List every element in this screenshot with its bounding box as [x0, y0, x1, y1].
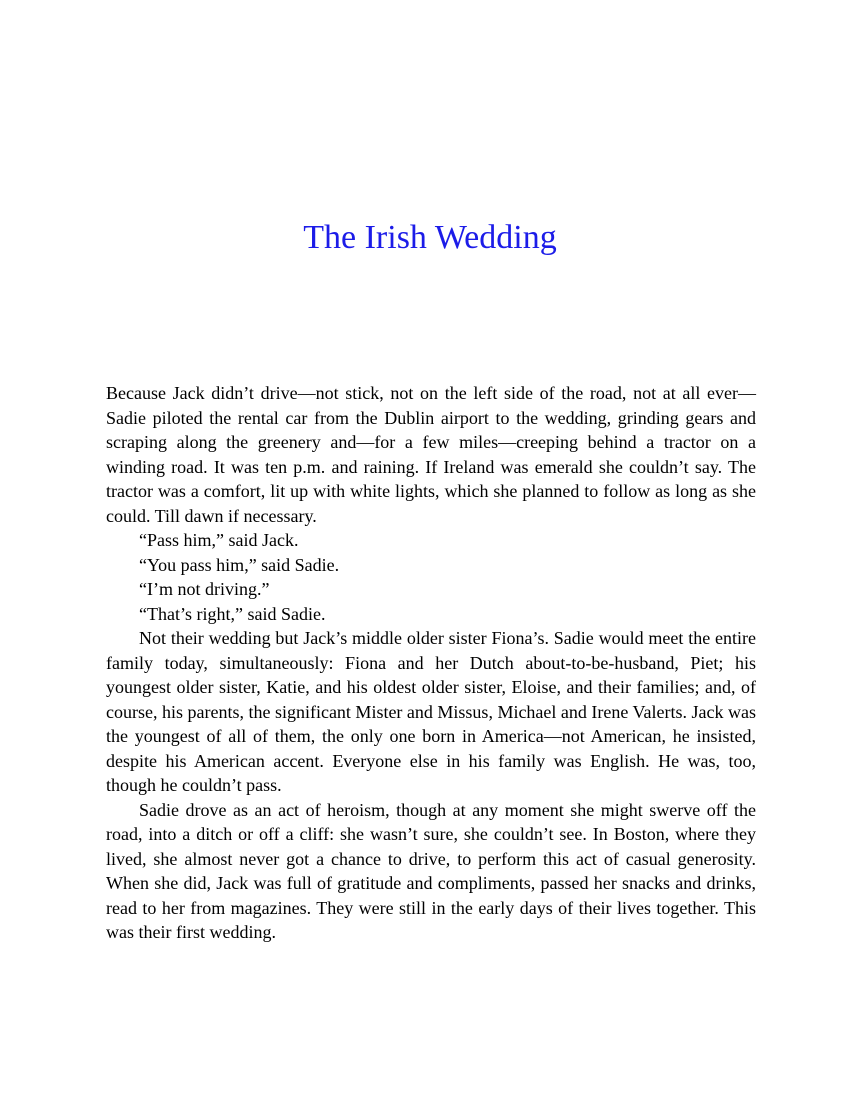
paragraph-dialogue-jack: “Pass him,” said Jack.	[139, 530, 299, 550]
paragraph-family: Not their wedding but Jack’s middle older sister Fiona’s. Sadie would meet the entire family today, simultaneously: Fiona and her Dutch about-to-be-husband, Piet; his youngest older sister, Katie, and his oldest older sister, Eloise, and their families; and, of course, his parents, the significant Mister and Missus, Michael and Irene Valerts. Jack was the youngest of all of them, the only one born in America—not American, he insisted, despite his American accent. Everyone else in his family was English. He was, too, though he couldn’t pass.	[106, 628, 757, 795]
paragraph-dialogue-jack-2: “I’m not driving.”	[139, 579, 270, 599]
paragraph-heroism: Sadie drove as an act of heroism, though at any moment she might swerve off the road, into a ditch or off a cliff: she wasn’t sure, she couldn’t see. In Boston, where they lived, she almost never got a chance to drive, to perform this act of casual generosity. When she did, Jack was full of gratitude and compliments, passed her snacks and drinks, read to her from magazines. They were still in the early days of their lives together. This was their first wedding.	[106, 799, 756, 942]
paragraph-dialogue-sadie: “You pass him,” said Sadie.	[139, 554, 340, 575]
paragraph-dialogue-sadie-2: “That’s right,” said Sadie.	[139, 603, 326, 624]
chapter-title: The Irish Wedding	[303, 219, 557, 256]
paragraph-opening: Because Jack didn’t drive—not stick, not on the left side of the road, not at all ever—Sadie piloted the rental car from the Dublin airport to the wedding, grinding gears and scraping along the greenery and—for a few miles—creeping behind a tractor on a winding road. It was ten p.m. and raining. If Ireland was emerald she couldn’t say. The tractor was a comfort, lit up with white lights, which she planned to follow as long as she could. Till dawn if necessary.	[106, 383, 756, 526]
chapter-body	[106, 381, 756, 945]
